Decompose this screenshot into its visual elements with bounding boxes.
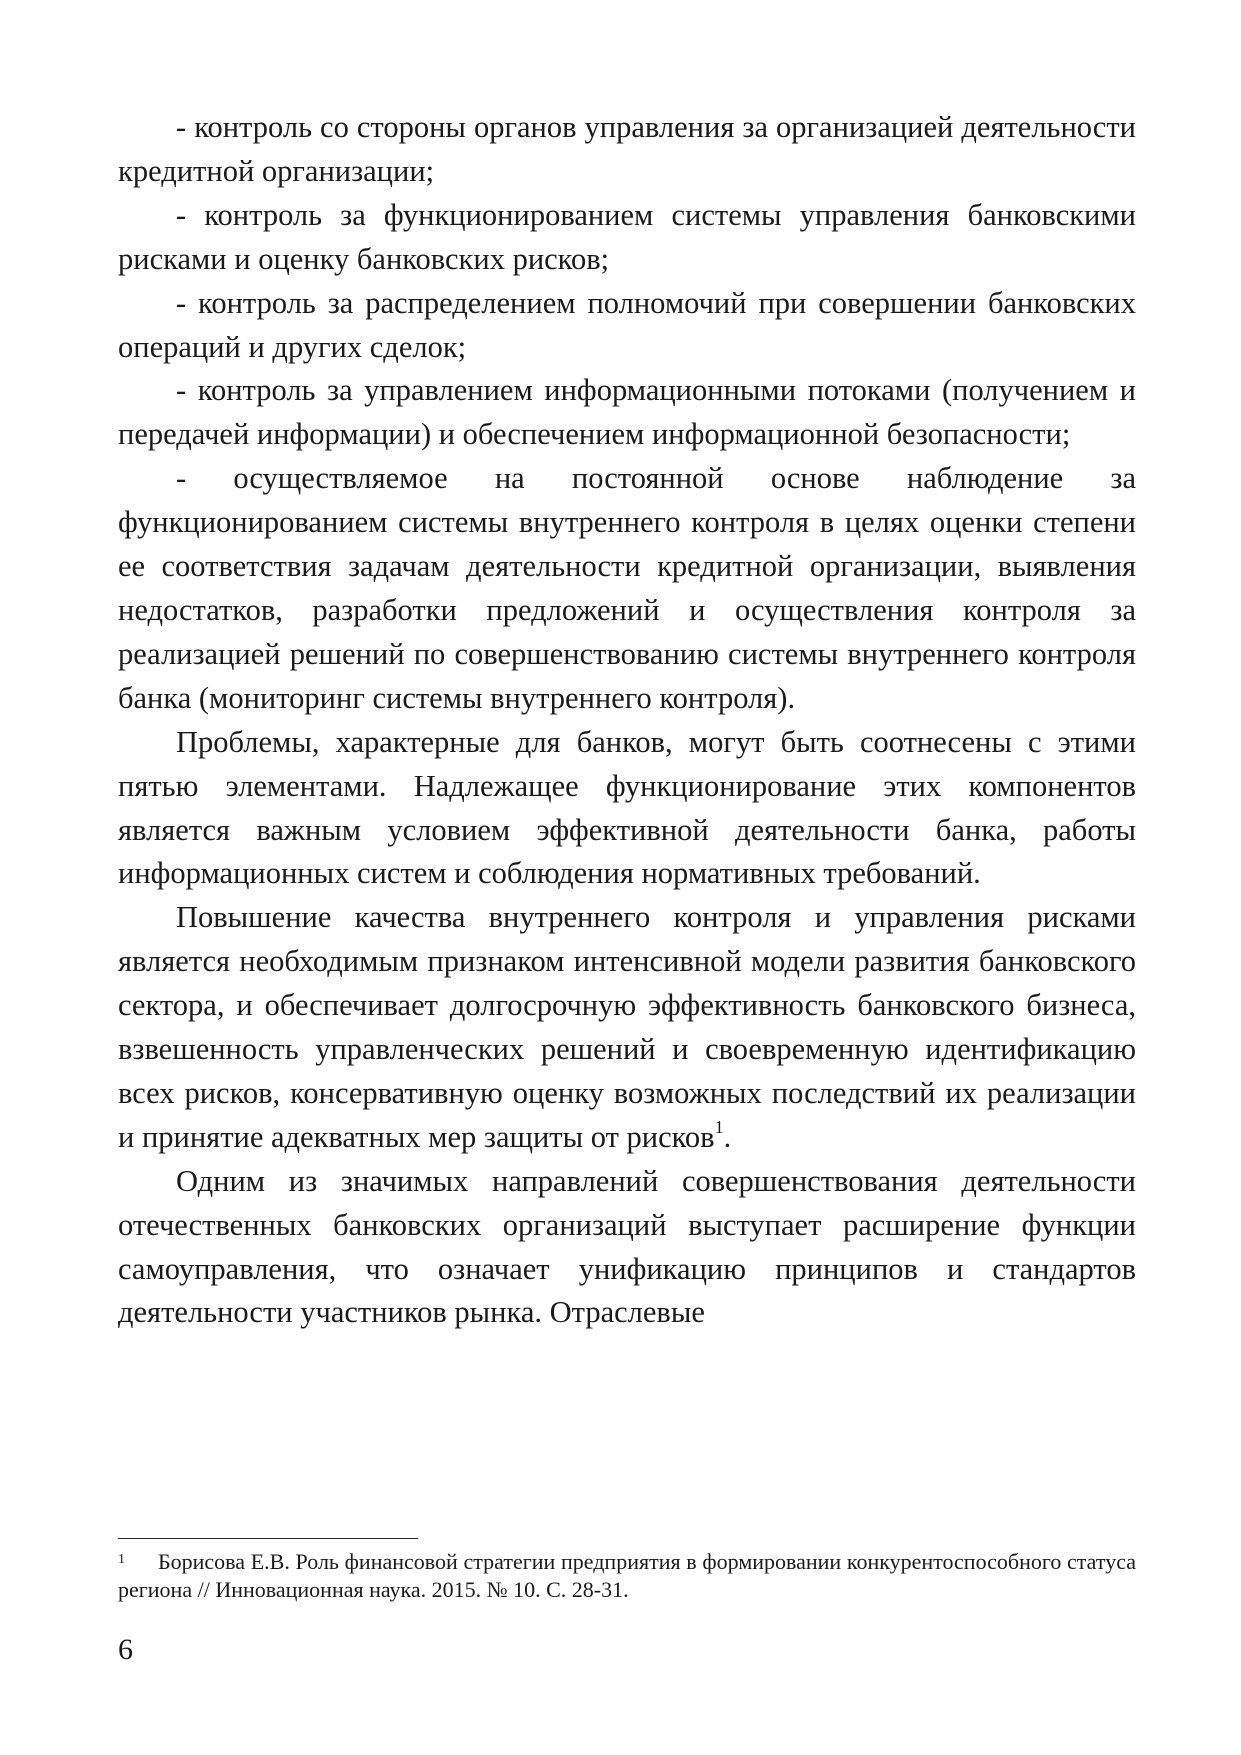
paragraph-problems: Проблемы, характерные для банков, могут быть соотнесены с этими пятью элементами. Надлежащее функционирование этих компонентов является важным условием эффективной деятельности банка, работы информационных систем и соблюдения нормативных требований. bbox=[118, 724, 1136, 891]
paragraph-end-punctuation: . bbox=[723, 1119, 732, 1154]
paragraph-quality-improvement bbox=[118, 896, 1136, 1159]
paragraph-self-regulation: Одним из значимых направлений совершенствования деятельности отечественных банковских организаций выступает расширение функции самоуправления, что означает унификацию принципов и стандартов деятельности участников рынка. Отраслевые bbox=[118, 1163, 1136, 1330]
paragraph-control-authority: - контроль за распределением полномочий при совершении банковских операций и других сделок; bbox=[118, 285, 1136, 364]
footnote-reference[interactable]: 1 bbox=[714, 1116, 724, 1137]
paragraph-quality-text: Повышение качества внутреннего контроля и управления рисками является необходимым признаком интенсивной модели развития банковского сектора, и обеспечивает долгосрочную эффективность банковского бизнеса, взвешенность управленческих решений и своевременную идентификацию всех рисков, консервативную оценку возможных последствий их реализации и принятие адекватных мер защиты от рисков bbox=[118, 900, 1136, 1154]
footnote bbox=[118, 1548, 1136, 1604]
footnote-text: Борисова Е.В. Роль финансовой стратегии предприятия в формировании конкурентоспособного статуса региона // Инновационная наука. 2015. № 10. С. 28-31. bbox=[118, 1549, 1136, 1602]
paragraph-control-management: - контроль со стороны органов управления за организацией деятельности кредитной организации; bbox=[118, 110, 1136, 188]
footnote-separator bbox=[118, 1538, 418, 1539]
page-number: 6 bbox=[118, 1633, 133, 1666]
paragraph-control-information: - контроль за управлением информационными потоками (получением и передачей информации) и обеспечением информационной безопасности; bbox=[118, 373, 1136, 452]
paragraph-control-risk-system: - контроль за функционированием системы управления банковскими рисками и оценку банковских рисков; bbox=[118, 197, 1136, 276]
document-body bbox=[118, 106, 1136, 1335]
footnote-mark: 1 bbox=[118, 1552, 125, 1567]
paragraph-monitoring: - осуществляемое на постоянной основе наблюдение за функционированием системы внутреннего контроля в целях оценки степени ее соответствия задачам деятельности кредитной организации, выявления недостатков, разработки предложений и осуществления контроля за реализацией решений по совершенствованию системы внутреннего контроля банка (мониторинг системы внутреннего контроля). bbox=[118, 461, 1136, 715]
